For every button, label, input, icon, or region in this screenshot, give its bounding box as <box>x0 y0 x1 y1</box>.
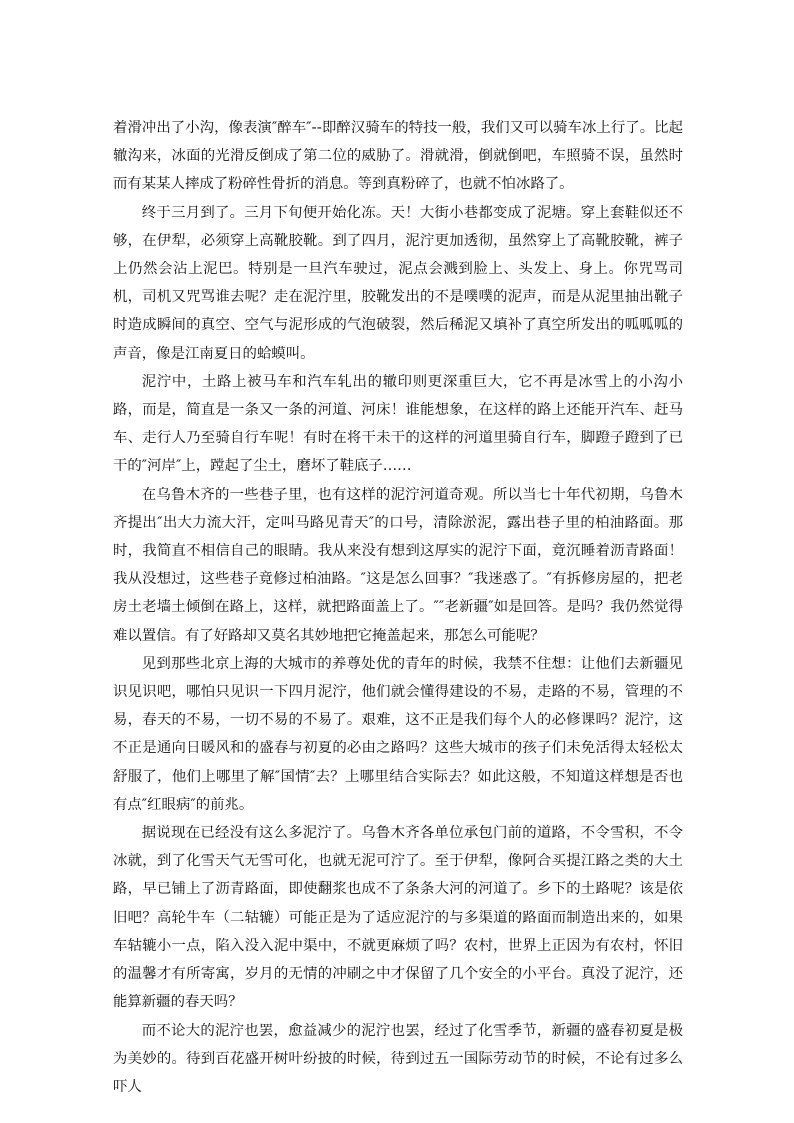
paragraph-2: 终于三月到了。三月下旬便开始化冻。天！大街小巷都变成了泥塘。穿上套鞋似还不够，在伊犁，必须穿上高靴胶靴。到了四月，泥泞更加透彻，虽然穿上了高靴胶靴，裤子上仍然会沾上泥巴。特别是一旦汽车驶过，泥点会溅到脸上、头发上、身上。你咒骂司机，司机又咒骂谁去呢？走在泥泞里，胶靴发出的不是噗噗的泥声，而是从泥里抽出靴子时造成瞬间的真空、空气与泥形成的气泡破裂，然后稀泥又填补了真空所发出的呱呱呱的声音，像是江南夏日的蛤蟆叫。 <box>113 204 683 362</box>
paragraph-5: 见到那些北京上海的大城市的养尊处优的青年的时候，我禁不住想：让他们去新疆见识见识吧，哪怕只见识一下四月泥泞，他们就会懂得建设的不易，走路的不易，管理的不易，春天的不易，一切不易的不易了。艰难，这不正是我们每个人的必修课吗？泥泞，这不正是通向日暖风和的盛春与初夏的必由之路吗？这些大城市的孩子们未免活得太轻松太舒服了，他们上哪里了解″国情″去？上哪里结合实际去？如此这般，不知道这样想是否也有点″红眼病″的前兆。 <box>113 655 683 813</box>
paragraph-1: 着滑冲出了小沟，像表演″醉车″--即醉汉骑车的特技一般，我们又可以骑车冰上行了。比起辙沟来，冰面的光滑反倒成了第二位的威胁了。滑就滑，倒就倒吧，车照骑不误，虽然时而有某某人摔成了粉碎性骨折的消息。等到真粉碎了，也就不怕冰路了。 <box>113 120 683 193</box>
paragraph-7: 而不论大的泥泞也罢，愈益减少的泥泞也罢，经过了化雪季节，新疆的盛春初夏是极为美妙的。待到百花盛开树叶纷披的时候，待到过五一国际劳动节的时候，不论有过多么吓人 <box>113 1022 683 1095</box>
document-page <box>113 114 683 1101</box>
paragraph-3: 泥泞中，土路上被马车和汽车轧出的辙印则更深重巨大，它不再是冰雪上的小沟小路，而是，简直是一条又一条的河道、河床！谁能想象，在这样的路上还能开汽车、赶马车、走行人乃至骑自行车呢！有时在将干未干的这样的河道里骑自行车，脚蹬子蹬到了已干的″河岸″上，蹚起了尘土，磨坏了鞋底子…… <box>113 373 683 475</box>
paragraph-6: 据说现在已经没有这么多泥泞了。乌鲁木齐各单位承包门前的道路，不令雪积，不令冰就，到了化雪天气无雪可化，也就无泥可泞了。至于伊犁，像阿合买提江路之类的大土路，早已铺上了沥青路面，即使翻浆也成不了条条大河的河道了。乡下的土路呢？该是依旧吧？高轮牛车（二轱辘）可能正是为了适应泥泞的与多渠道的路面而制造出来的，如果车轱辘小一点，陷入没入泥中渠中，不就更麻烦了吗？农村，世界上正因为有农村，怀旧的温馨才有所寄寓，岁月的无情的冲刷之中才保留了几个安全的小平台。真没了泥泞，还能算新疆的春天吗？ <box>113 825 683 1011</box>
paragraph-4: 在乌鲁木齐的一些巷子里，也有这样的泥泞河道奇观。所以当七十年代初期，乌鲁木齐提出″出大力流大汗，定叫马路见青天″的口号，清除淤泥，露出巷子里的柏油路面。那时，我简直不相信自己的眼睛。我从来没有想到这厚实的泥泞下面，竟沉睡着沥青路面！我从没想过，这些巷子竟修过柏油路。″这是怎么回事？″我迷惑了。″有拆修房屋的，把老房土老墙土倾倒在路上，这样，就把路面盖上了。″″老新疆″如是回答。是吗？我仍然觉得难以置信。有了好路却又莫名其妙地把它掩盖起来，那怎么可能呢？ <box>113 486 683 644</box>
